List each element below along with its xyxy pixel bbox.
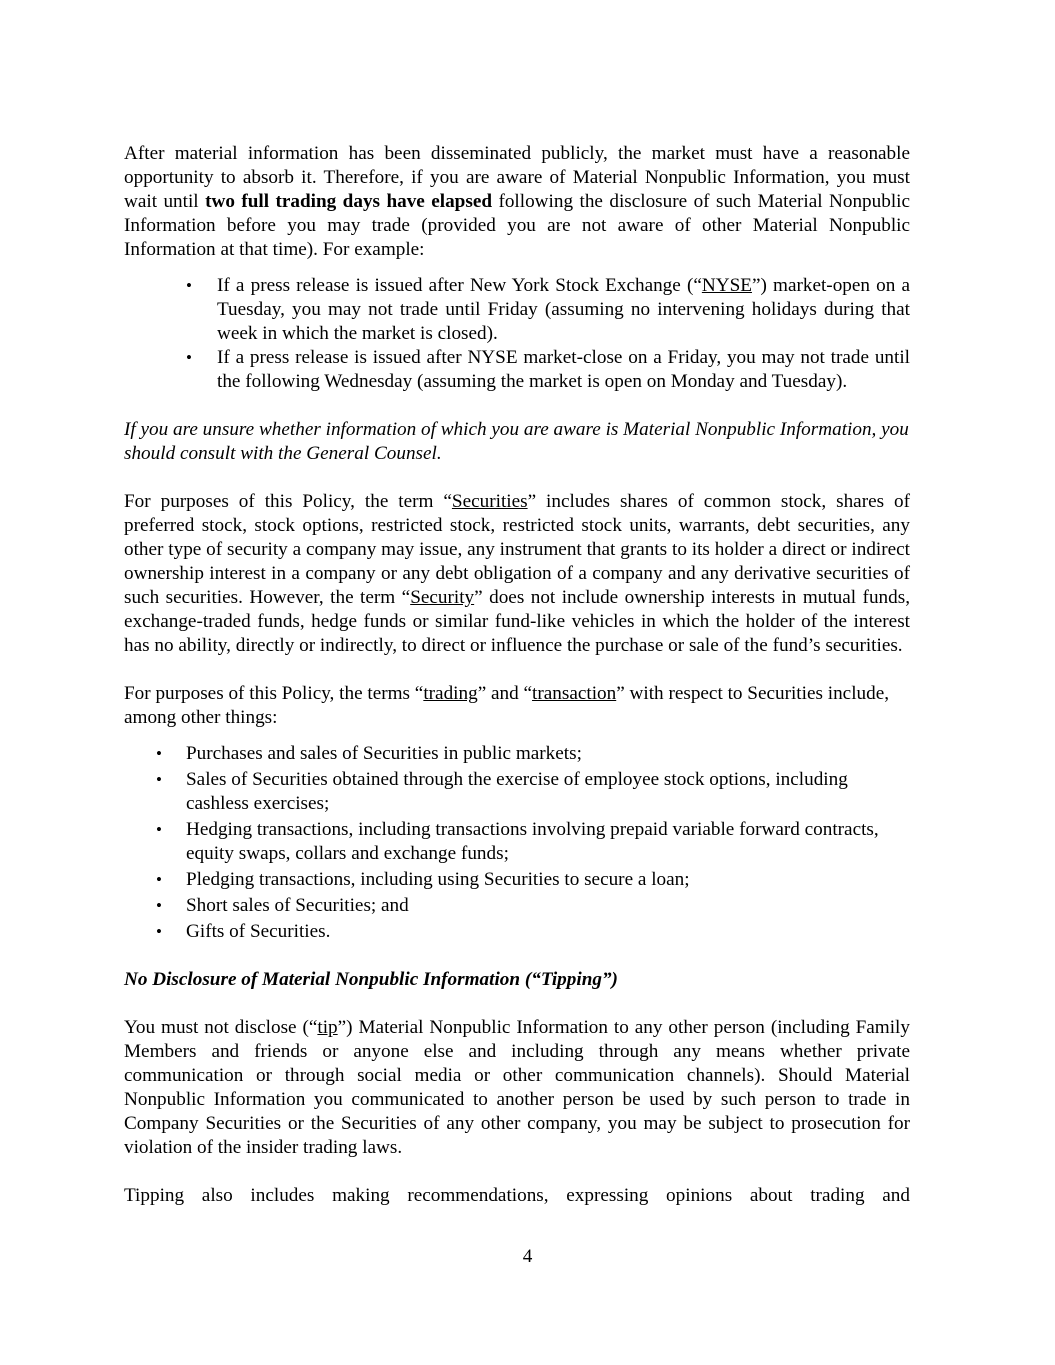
defined-term-tip: tip xyxy=(317,1017,338,1038)
bullet-icon: • xyxy=(156,820,162,839)
example-list xyxy=(124,274,910,394)
bullet-icon: • xyxy=(156,870,162,889)
list-item: • Sales of Securities obtained through the exercise of employee stock options, including cashless exercises; xyxy=(156,769,848,814)
bullet-icon: • xyxy=(156,922,162,941)
defined-term-nyse: NYSE xyxy=(701,275,752,296)
emphasis-two-trading-days: two full trading days have elapsed xyxy=(205,191,493,212)
section-heading-tipping: No Disclosure of Material Nonpublic Information (“Tipping”) xyxy=(124,969,618,990)
bullet-icon: • xyxy=(156,896,162,915)
list-item: • Pledging transactions, including using Securities to secure a loan; xyxy=(156,869,690,890)
list-item: • Short sales of Securities; and xyxy=(156,895,409,916)
defined-term-trading: trading xyxy=(423,683,478,704)
list-item: • If a press release is issued after NYSE market-close on a Friday, you may not trade until the following Wednesday (assuming the market is open on Monday and Tuesday). xyxy=(186,347,910,392)
page-content xyxy=(124,142,910,1208)
list-item: • Purchases and sales of Securities in public markets; xyxy=(156,743,582,764)
page-number: 4 xyxy=(522,1246,533,1267)
list-item: • Hedging transactions, including transactions involving prepaid variable forward contracts, equity swaps, collars and exchange funds; xyxy=(156,819,879,864)
securities-definition-paragraph: For purposes of this Policy, the term “Securities” includes shares of common stock, shares of preferred stock, stock options, restricted stock, restricted stock units, warrants, debt securities, any other type of security a company may issue, any instrument that grants to its holder a direct or indirect ownership interest in a company or any debt obligation of a company and any derivative securities of such securities. However, the term “Security” does not include ownership interests in mutual funds, exchange-traded funds, hedge funds or similar fund-like vehicles in which the holder of the interest has no ability, directly or indirectly, to direct or influence the purchase or sale of the fund’s securities. xyxy=(124,491,910,656)
bullet-icon: • xyxy=(156,770,162,789)
defined-term-security: Security xyxy=(410,587,475,608)
tipping-continued-paragraph: Tipping also includes making recommendations, expressing opinions about trading and xyxy=(124,1185,910,1206)
tipping-paragraph: You must not disclose (“tip”) Material Nonpublic Information to any other person (including Family Members and friends or anyone else and including through any means whether private communication or through social media or other communication channels). Should Material Nonpublic Information you communicated to another person be used by such person to trade in Company Securities or the Securities of any other company, you may be subject to prosecution for violation of the insider trading laws. xyxy=(124,1017,910,1158)
defined-term-transaction: transaction xyxy=(532,683,617,704)
bullet-icon: • xyxy=(186,348,192,367)
bullet-icon: • xyxy=(156,744,162,763)
list-item: • If a press release is issued after New York Stock Exchange (“NYSE”) market-open on a Tuesday, you may not trade until Friday (assuming no intervening holidays during that week in which the market is closed). xyxy=(186,275,910,344)
defined-term-securities: Securities xyxy=(451,491,528,512)
waiting-period-paragraph: After material information has been disseminated publicly, the market must have a reasonable opportunity to absorb it. Therefore, if you are aware of Material Nonpublic Information, you must wait until two full trading days have elapsed following the disclosure of such Material Nonpublic Information before you may trade (provided you are not aware of other Material Nonpublic Information at that time). For example: xyxy=(124,143,911,260)
bullet-icon: • xyxy=(186,276,192,295)
trading-activities-list xyxy=(124,742,910,944)
consult-general-counsel-note: If you are unsure whether information of which you are aware is Material Nonpublic Information, you should consult with the General Counsel. xyxy=(124,419,909,464)
list-item: • Gifts of Securities. xyxy=(156,921,331,942)
trading-definition-paragraph: For purposes of this Policy, the terms “trading” and “transaction” with respect to Securities include, among other things: xyxy=(124,683,890,728)
